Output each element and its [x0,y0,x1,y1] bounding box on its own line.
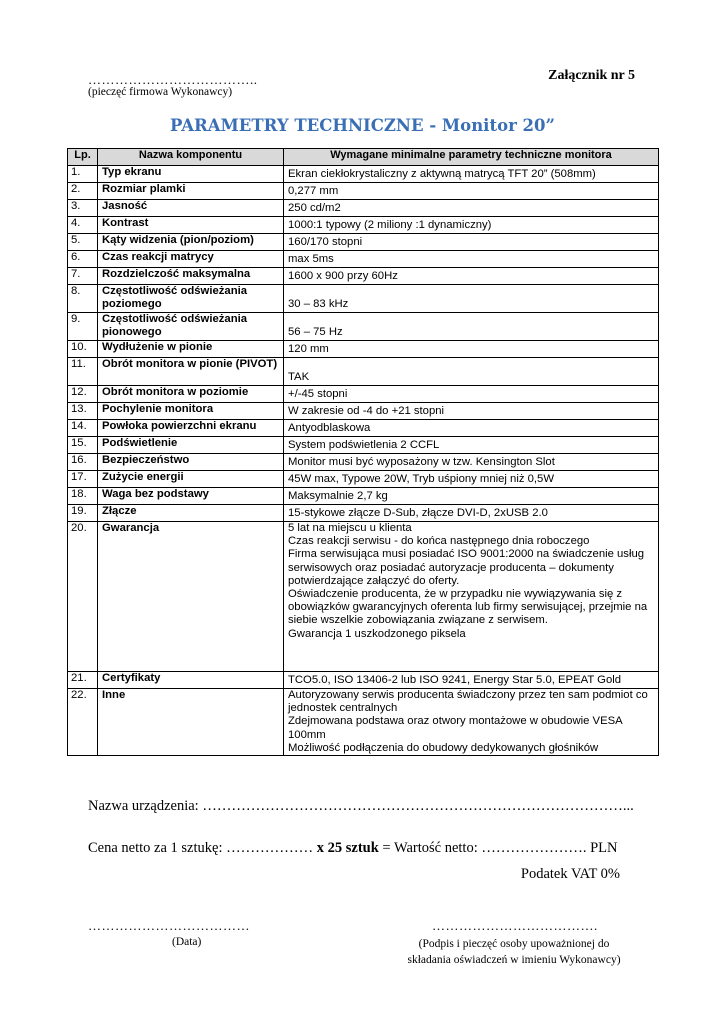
component-name: Inne [98,689,284,756]
requirement-value: W zakresie od -4 do +21 stopni [284,403,659,420]
table-row [68,672,659,689]
component-name: Zużycie energii [98,471,284,488]
price-label: Cena netto za 1 sztukę: ……………… [88,840,317,856]
table-header-row [68,149,659,166]
component-name: Podświetlenie [98,437,284,454]
row-number: 17. [68,471,98,488]
table-row [68,313,659,341]
col-header-req: Wymagane minimalne parametry techniczne monitora [284,149,659,166]
component-name: Jasność [98,200,284,217]
table-row [68,454,659,471]
vat-label: Podatek VAT 0% [520,866,620,882]
table-row [68,420,659,437]
row-number: 1. [68,166,98,183]
requirement-value: Monitor musi być wyposażony w tzw. Kensington Slot [284,454,659,471]
component-name: Waga bez podstawy [98,488,284,505]
date-placeholder: ……………………………… [88,918,250,933]
requirement-value: 1000:1 typowy (2 miliony :1 dynamiczny) [284,217,659,234]
component-name: Rozdzielczość maksymalna [98,268,284,285]
row-number: 8. [68,285,98,313]
row-number: 7. [68,268,98,285]
table-row [68,183,659,200]
spec-table-body [68,166,659,756]
component-name: Certyfikaty [98,672,284,689]
component-name: Pochylenie monitora [98,403,284,420]
price-line [88,840,618,857]
component-name: Bezpieczeństwo [98,454,284,471]
table-row [68,234,659,251]
table-row [68,341,659,358]
requirement-line: Firma serwisująca musi posiadać ISO 9001:2000 na świadczenie usług serwisowych oraz posiadać autoryzacje producenta – dokumenty potwierdzające załączyć do oferty. [288,548,645,587]
requirement-value: TAK [284,358,659,386]
component-name: Gwarancja [98,522,284,672]
requirement-value: 160/170 stopni [284,234,659,251]
row-number: 4. [68,217,98,234]
company-stamp-placeholder: ……………………………….. [88,72,258,87]
table-row [68,488,659,505]
requirement-line: Gwarancja 1 uszkodzonego piksela [288,627,466,640]
row-number: 18. [68,488,98,505]
row-number: 6. [68,251,98,268]
requirement-value: 56 – 75 Hz [284,313,659,341]
component-name: Typ ekranu [98,166,284,183]
table-row [68,689,659,756]
company-stamp-caption: (pieczęć firmowa Wykonawcy) [88,86,233,98]
requirement-line: Autoryzowany serwis producenta świadczony przez ten sam podmiot co jednostek centralnych [288,689,648,715]
row-number: 19. [68,505,98,522]
table-row [68,522,659,672]
row-number: 3. [68,200,98,217]
component-name: Powłoka powierzchni ekranu [98,420,284,437]
requirement-value: Antyodblaskowa [284,420,659,437]
requirement-value: 1600 x 900 przy 60Hz [284,268,659,285]
row-number: 21. [68,672,98,689]
row-number: 16. [68,454,98,471]
row-number: 10. [68,341,98,358]
component-name: Kąty widzenia (pion/poziom) [98,234,284,251]
requirement-value: System podświetlenia 2 CCFL [284,437,659,454]
annex-label: Załącznik nr 5 [548,68,635,83]
quantity-label: x 25 sztuk [316,840,379,856]
table-row [68,403,659,420]
requirement-line: 5 lat na miejscu u klienta [288,522,412,534]
table-row [68,437,659,454]
requirement-line: Możliwość podłączenia do obudowy dedykowanych głośników [288,741,599,754]
row-number: 15. [68,437,98,454]
requirement-line: Czas reakcji serwisu - do końca następnego dnia roboczego [288,535,590,548]
requirement-value: 15-stykowe złącze D-Sub, złącze DVI-D, 2xUSB 2.0 [284,505,659,522]
col-header-name: Nazwa komponentu [98,149,284,166]
requirement-value: Ekran ciekłokrystaliczny z aktywną matrycą TFT 20” (508mm) [284,166,659,183]
table-row [68,285,659,313]
signature-caption-line-1: (Podpis i pieczęć osoby upoważnionej do [418,938,610,950]
component-name: Częstotliwość odświeżania poziomego [98,285,284,313]
component-name: Wydłużenie w pionie [98,341,284,358]
row-number: 20. [68,522,98,672]
requirement-line: Oświadczenie producenta, że w przypadku nie wywiązywania się z obowiązków gwarancyjnych oferenta lub firmy serwisującej, przejmie na siebie wszelkie zobowiązania związane z serwisem. [288,588,648,627]
requirement-value [284,522,659,672]
table-row [68,251,659,268]
component-name: Częstotliwość odświeżania pionowego [98,313,284,341]
table-row [68,166,659,183]
component-name: Rozmiar plamki [98,183,284,200]
row-number: 2. [68,183,98,200]
component-name: Obrót monitora w poziomie [98,386,284,403]
table-row [68,505,659,522]
table-row [68,200,659,217]
component-name: Czas reakcji matrycy [98,251,284,268]
table-row [68,268,659,285]
device-name-line: Nazwa urządzenia: ……………………………………………………………………………... [88,798,634,814]
requirement-value [284,689,659,756]
row-number: 12. [68,386,98,403]
spec-table [67,148,659,756]
row-number: 5. [68,234,98,251]
requirement-value: max 5ms [284,251,659,268]
component-name: Złącze [98,505,284,522]
requirement-value: 30 – 83 kHz [284,285,659,313]
requirement-value: 250 cd/m2 [284,200,659,217]
requirement-line: Zdejmowana podstawa oraz otwory montażowe w obudowie VESA 100mm [288,715,623,741]
net-value-label: = Wartość netto: …………………. PLN [378,840,618,856]
table-row [68,386,659,403]
table-row [68,358,659,386]
date-caption: (Data) [172,936,202,948]
signature-caption [398,936,630,968]
signature-placeholder: ………………………………. [432,918,598,933]
requirement-value: +/-45 stopni [284,386,659,403]
requirement-value: Maksymalnie 2,7 kg [284,488,659,505]
component-name: Obrót monitora w pionie (PIVOT) [98,358,284,386]
requirement-value: 120 mm [284,341,659,358]
table-row [68,217,659,234]
component-name: Kontrast [98,217,284,234]
requirement-value: 0,277 mm [284,183,659,200]
requirement-value: TCO5.0, ISO 13406-2 lub ISO 9241, Energy Star 5.0, EPEAT Gold [284,672,659,689]
row-number: 13. [68,403,98,420]
col-header-lp: Lp. [68,149,98,166]
row-number: 11. [68,358,98,386]
page-title: PARAMETRY TECHNICZNE - Monitor 20” [170,116,555,135]
row-number: 22. [68,689,98,756]
row-number: 14. [68,420,98,437]
requirement-value: 45W max, Typowe 20W, Tryb uśpiony mniej niż 0,5W [284,471,659,488]
signature-caption-line-2: składania oświadczeń w imieniu Wykonawcy) [407,954,621,966]
row-number: 9. [68,313,98,341]
table-row [68,471,659,488]
